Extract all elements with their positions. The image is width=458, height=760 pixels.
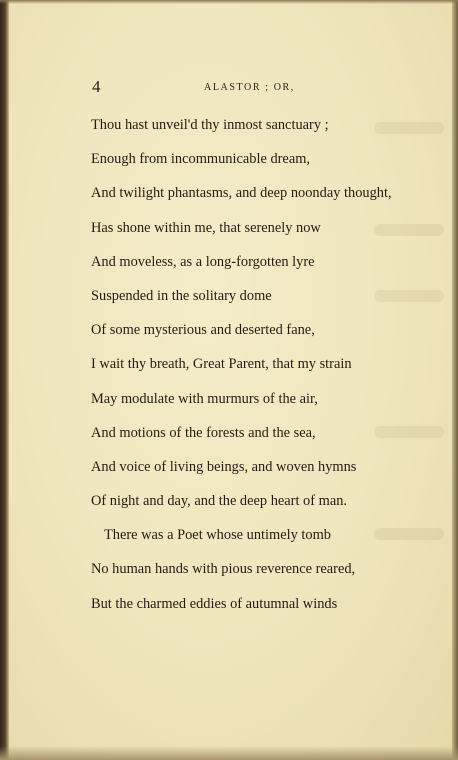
verse-line: And motions of the forests and the sea, (91, 424, 316, 441)
page-top-edge (0, 0, 458, 4)
verse-line: Enough from incommunicable dream, (91, 151, 310, 168)
verse-line: I wait thy breath, Great Parent, that my strain (91, 356, 352, 373)
verse-line: And moveless, as a long-forgotten lyre (91, 253, 315, 270)
page-number: 4 (92, 77, 101, 96)
verse-line: May modulate with murmurs of the air, (91, 390, 318, 407)
page-bottom-edge (0, 746, 458, 760)
verse-line-indented: There was a Poet whose untimely tomb (104, 527, 332, 544)
running-head: ALASTOR ; OR, (204, 82, 295, 93)
verse-line: And twilight phantasms, and deep noonday thought, (91, 185, 392, 202)
page-binding-shadow (0, 0, 9, 760)
page-right-edge (452, 0, 458, 760)
verse-line: And voice of living beings, and woven hymns (91, 458, 357, 475)
verse-line: Thou hast unveil'd thy inmost sanctuary ; (91, 117, 329, 133)
verse-line: Has shone within me, that serenely now (91, 219, 321, 236)
verse-line: Of some mysterious and deserted fane, (91, 322, 315, 339)
verse-line: Of night and day, and the deep heart of man. (91, 493, 348, 510)
verse-line: No human hands with pious reverence reared, (91, 561, 356, 578)
verse-line: But the charmed eddies of autumnal winds (91, 595, 338, 612)
verse-line: Suspended in the solitary dome (91, 287, 272, 304)
poem-text (91, 114, 431, 627)
page-header (92, 78, 412, 98)
